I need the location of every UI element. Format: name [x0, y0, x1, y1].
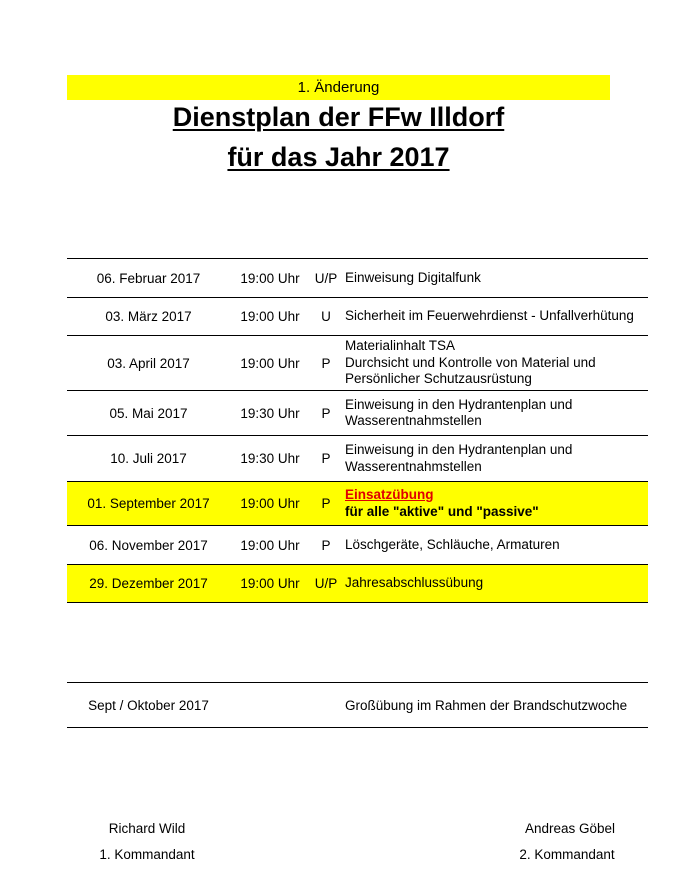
schedule-description — [342, 436, 648, 482]
extra-event-date: Sept / Oktober 2017 — [88, 697, 209, 713]
revision-banner — [67, 75, 610, 100]
schedule-type: U/P — [314, 576, 338, 591]
schedule-row — [67, 391, 648, 436]
schedule-date: 01. September 2017 — [87, 496, 210, 511]
schedule-date: 03. April 2017 — [107, 355, 190, 371]
schedule-time: 19:00 Uhr — [240, 309, 300, 324]
signature-left-name: Richard Wild — [108, 821, 186, 836]
schedule-type: P — [321, 496, 331, 511]
extra-event-row — [67, 683, 648, 728]
schedule-description-line: Einweisung in den Hydrantenplan und — [345, 442, 573, 457]
schedule-description-line: Materialinhalt TSA — [345, 338, 456, 354]
schedule-description-line: Wasserentnahmstellen — [345, 413, 482, 428]
schedule-type: U — [321, 309, 331, 324]
schedule-row — [67, 482, 648, 526]
schedule-emphasis: Einsatzübung — [345, 487, 434, 502]
schedule-description — [342, 391, 648, 436]
signature-right-role: 2. Kommandant — [519, 847, 615, 862]
schedule-description-line: Jahresabschlussübung — [345, 575, 484, 591]
schedule-date: 10. Juli 2017 — [110, 451, 187, 466]
document-subtitle: für das Jahr 2017 — [227, 142, 450, 172]
schedule-date: 05. Mai 2017 — [109, 405, 188, 421]
schedule-row — [67, 298, 648, 336]
signature-right-name: Andreas Göbel — [524, 821, 616, 836]
schedule-description — [342, 482, 648, 526]
schedule-row — [67, 436, 648, 482]
schedule-row — [67, 336, 648, 391]
schedule-type: P — [321, 537, 331, 553]
schedule-description-line: Einweisung in den Hydrantenplan und — [345, 396, 573, 412]
schedule-row — [67, 259, 648, 298]
schedule-description-line: Persönlicher Schutzausrüstung — [345, 371, 532, 387]
extra-event-description: Großübung im Rahmen der Brandschutzwoche — [345, 697, 628, 713]
schedule-description-line: Löschgeräte, Schläuche, Armaturen — [345, 536, 560, 552]
schedule-description-line: Wasserentnahmstellen — [345, 458, 482, 474]
schedule-type: U/P — [314, 270, 338, 286]
schedule-date: 06. Februar 2017 — [96, 270, 201, 286]
schedule-type: P — [321, 405, 331, 421]
schedule-time: 19:30 Uhr — [240, 451, 300, 466]
schedule-time: 19:00 Uhr — [240, 576, 300, 591]
schedule-date: 03. März 2017 — [105, 309, 192, 324]
schedule-description — [342, 565, 648, 603]
schedule-table — [67, 258, 648, 603]
signature-left-role: 1. Kommandant — [99, 847, 195, 862]
schedule-description-line: Einweisung Digitalfunk — [345, 269, 481, 285]
schedule-date: 29. Dezember 2017 — [89, 576, 208, 591]
schedule-description-line: Durchsicht und Kontrolle von Material und — [345, 354, 596, 370]
schedule-time: 19:00 Uhr — [240, 537, 300, 553]
schedule-description — [342, 298, 648, 336]
schedule-date: 06. November 2017 — [89, 537, 208, 553]
schedule-description — [342, 336, 648, 391]
schedule-time: 19:30 Uhr — [240, 405, 300, 421]
schedule-type: P — [321, 451, 331, 466]
schedule-row — [67, 565, 648, 603]
schedule-time: 19:00 Uhr — [240, 496, 300, 511]
schedule-time: 19:00 Uhr — [240, 270, 300, 286]
document-title: Dienstplan der FFw Illdorf — [172, 102, 505, 132]
schedule-description — [342, 259, 648, 298]
revision-label: 1. Änderung — [297, 79, 380, 96]
schedule-row — [67, 526, 648, 565]
schedule-type: P — [321, 355, 331, 371]
schedule-description — [342, 526, 648, 565]
extra-event-table — [67, 682, 648, 728]
schedule-time: 19:00 Uhr — [240, 355, 300, 371]
schedule-description-line: für alle "aktive" und "passive" — [345, 503, 539, 519]
schedule-description-line: Sicherheit im Feuerwehrdienst - Unfallverhütung — [345, 308, 634, 324]
